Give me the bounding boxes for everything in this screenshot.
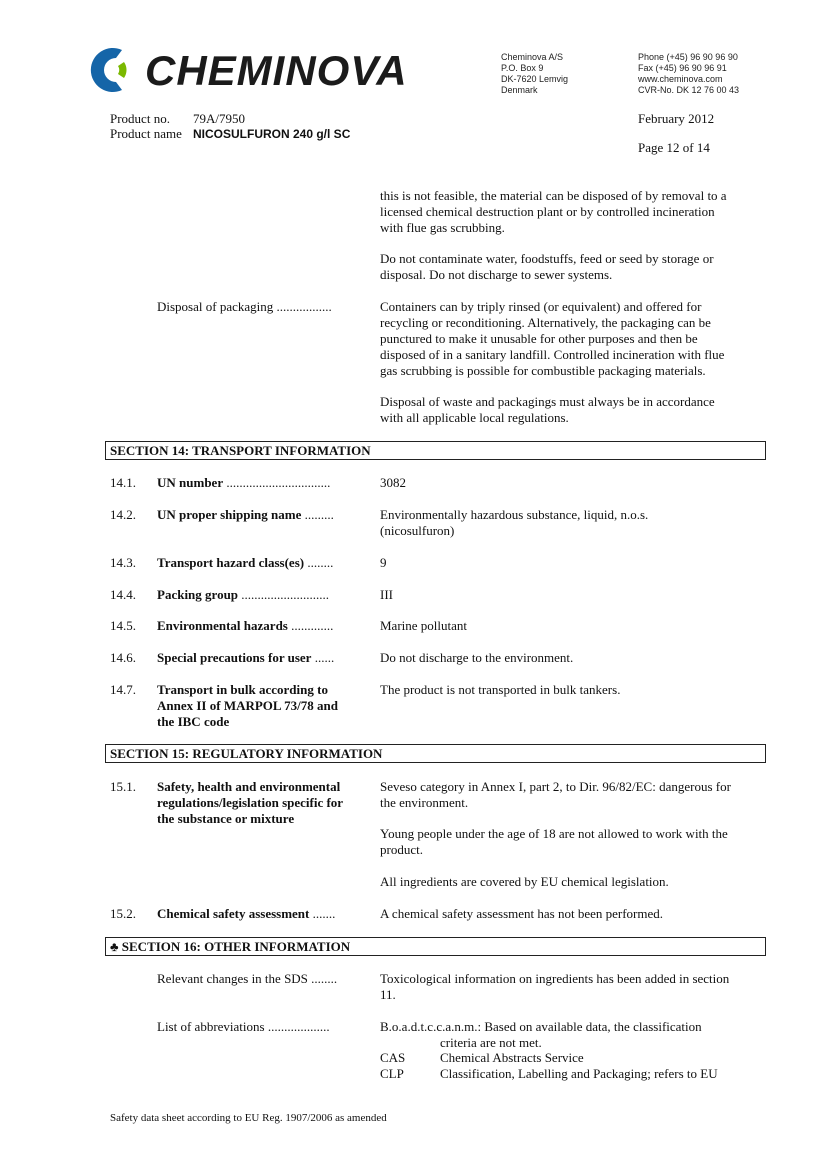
row-14-1-value: 3082 [380,475,406,490]
abbr-clp-text: Classification, Labelling and Packaging; refers to EU [440,1066,718,1081]
disposal-paragraph-3: Disposal of waste and packagings must always be in accordance with all applicable local regulations. [380,394,715,425]
abbreviations-label: List of abbreviations ................... [157,1019,330,1034]
row-14-6-value: Do not discharge to the environment. [380,650,574,665]
abbr-boadtccanm: B.o.a.d.t.c.c.a.n.m.: Based on available data, the classification [380,1019,702,1034]
changes-label: Relevant changes in the SDS ........ [157,971,338,986]
row-14-7-label: Transport in bulk according to Annex II of MARPOL 73/78 and the IBC code [157,682,338,729]
row-14-6-label: Special precautions for user ...... [157,650,335,665]
product-name-label: Product name [110,126,182,141]
row-14-2-label: UN proper shipping name ......... [157,507,334,522]
section-14-header: SECTION 14: TRANSPORT INFORMATION [105,441,766,460]
row-14-5-value: Marine pollutant [380,618,468,633]
disposal-paragraph-2: Do not contaminate water, foodstuffs, feed or seed by storage or disposal. Do not discharge to sewer systems. [380,251,714,282]
disposal-paragraph-1: this is not feasible, the material can be disposed of by removal to a licensed chemical destruction plant or by controlled incineration with flue gas scrubbing. [380,188,727,235]
abbr-boadtccanm-cont: criteria are not met. [440,1035,542,1050]
club-icon: ♣ [110,939,119,954]
product-name: NICOSULFURON 240 g/l SC [193,127,351,141]
section-16-title: SECTION 16: OTHER INFORMATION [121,939,351,954]
row-14-1-number: 14.1. [110,475,136,490]
row-15-1-label: Safety, health and environmental regulations/legislation specific for the substance or mixture [157,779,344,826]
company-contact: Phone (+45) 96 90 96 90 Fax (+45) 96 90 96 91 www.cheminova.com CVR-No. DK 12 76 00 43 [638,52,740,95]
row-14-5-label: Environmental hazards ............. [157,618,334,633]
row-14-4-value: III [380,587,393,602]
row-14-3-number: 14.3. [110,555,136,570]
row-15-1-young-people: Young people under the age of 18 are not allowed to work with the product. [380,826,728,857]
row-15-1-eu-legislation: All ingredients are covered by EU chemical legislation. [380,874,669,889]
footer-text: Safety data sheet according to EU Reg. 1907/2006 as amended [110,1112,387,1124]
company-address: Cheminova A/S P.O. Box 9 DK-7620 Lemvig Denmark [501,52,569,95]
page-number: Page 12 of 14 [638,140,710,155]
abbr-cas: CAS [380,1050,406,1065]
row-14-1-label: UN number ................................ [157,475,331,490]
row-14-7-value: The product is not transported in bulk tankers. [380,682,621,697]
row-14-4-label: Packing group ........................... [157,587,330,602]
row-15-2-number: 15.2. [110,906,136,921]
row-15-2-label: Chemical safety assessment ....... [157,906,336,921]
document-date: February 2012 [638,111,715,126]
disposal-packaging-text: Containers can by triply rinsed (or equivalent) and offered for recycling or reconditioning. Alternatively, the packaging can be punctured to make it unusable for other purposes and then be disposed of in a sanitary landfill. Controlled incineration with flue gas scrubbing is possible for combustible packaging materials. [380,299,725,378]
section-15-header: SECTION 15: REGULATORY INFORMATION [105,744,766,763]
product-no-label: Product no. [110,111,170,126]
row-14-4-number: 14.4. [110,587,136,602]
row-15-1-seveso: Seveso category in Annex I, part 2, to Dir. 96/82/EC: dangerous for the environment. [380,779,731,810]
cheminova-logo-mark [78,44,136,96]
row-14-3-value: 9 [380,555,387,570]
row-14-5-number: 14.5. [110,618,136,633]
product-no: 79A/7950 [193,111,245,126]
row-14-7-number: 14.7. [110,682,136,697]
abbr-cas-text: Chemical Abstracts Service [440,1050,584,1065]
section-16-header [105,937,766,956]
changes-value: Toxicological information on ingredients has been added in section 11. [380,971,730,1002]
row-14-3-label: Transport hazard class(es) ........ [157,555,334,570]
logo-wordmark: CHEMINOVA [145,47,408,94]
row-14-2-value: Environmentally hazardous substance, liquid, n.o.s. (nicosulfuron) [380,507,649,538]
disposal-packaging-label: Disposal of packaging ................. [157,299,332,314]
abbr-clp: CLP [380,1066,404,1081]
row-15-2-value: A chemical safety assessment has not been performed. [380,906,664,921]
row-14-2-number: 14.2. [110,507,136,522]
row-14-6-number: 14.6. [110,650,136,665]
row-15-1-number: 15.1. [110,779,136,794]
